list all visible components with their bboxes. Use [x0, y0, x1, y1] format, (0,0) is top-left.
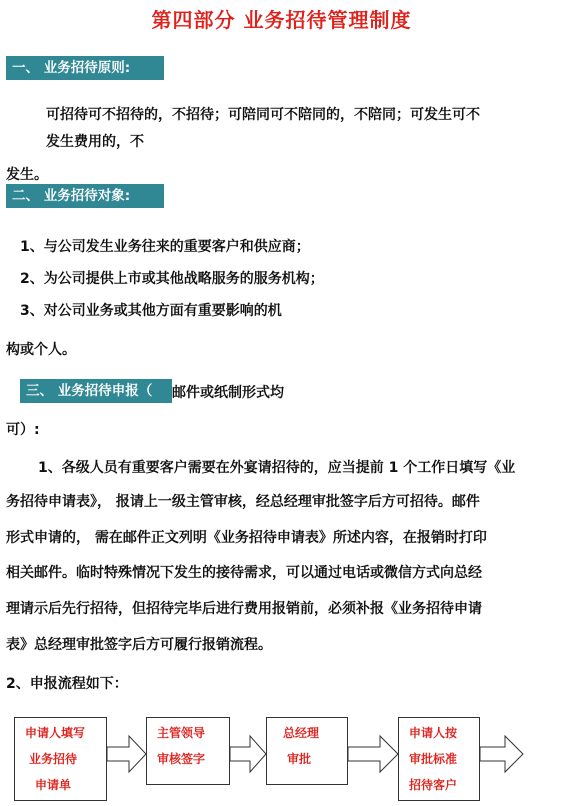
- principles-line-1: 可招待可不招待的，不招待；可陪同可不陪同的，不陪同；可发生可不: [46, 107, 480, 123]
- flow-intro: 2、申报流程如下：: [6, 676, 128, 692]
- application-header-tail-2: 可）:: [6, 422, 40, 438]
- application-paragraph-line: 表》总经理审批签字后方可履行报销流程。: [6, 637, 272, 653]
- flow-step-1-line: 申请单: [35, 778, 72, 792]
- target-item-3-cont: 构或个人。: [6, 342, 76, 358]
- flow-step-4-line: 招待客户: [409, 778, 458, 792]
- application-paragraph-line: 形式申请的， 需在邮件正文列明《业务招待申请表》所述内容，在报销时打印: [6, 530, 487, 546]
- target-item-2: 2、为公司提供上市或其他战略服务的服务机构；: [20, 271, 324, 287]
- flow-step-2: [146, 717, 230, 785]
- flow-step-1-line: 业务招待: [29, 752, 78, 766]
- flow-step-3-line: 审批: [287, 752, 312, 766]
- application-paragraph-line: 务招待申请表》， 报请上一级主管审核，经总经理审批签字后方可招待。邮件: [6, 494, 480, 510]
- target-item-1: 1、与公司发生业务往来的重要客户和供应商；: [20, 239, 310, 255]
- principles-line-3: 发生。: [6, 167, 48, 183]
- flow-step-3-line: 总经理: [283, 726, 320, 740]
- application-paragraph-line: 1、各级人员有重要客户需要在外宴请招待的，应当提前 1 个工作日填写《业: [38, 460, 516, 476]
- flow-step-4-line: 申请人按: [409, 726, 458, 740]
- target-item-3: 3、对公司业务或其他方面有重要影响的机: [20, 303, 282, 319]
- application-paragraph-line: 相关邮件。临时特殊情况下发生的接待需求，可以通过电话或微信方式向总经: [6, 565, 482, 581]
- flow-arrow-1: [107, 734, 147, 774]
- flow-arrow-2: [230, 734, 267, 774]
- flow-step-4: [398, 717, 480, 801]
- flow-step-2-line: 审核签字: [157, 752, 206, 766]
- page-title: 第四部分 业务招待管理制度: [151, 8, 412, 32]
- section-header-principles: 一、 业务招待原则:: [6, 56, 164, 80]
- flow-arrow-4: [480, 734, 524, 774]
- flow-step-2-line: 主管领导: [157, 726, 206, 740]
- section-header-targets: 二、 业务招待对象:: [6, 184, 164, 208]
- flow-step-3: [266, 717, 348, 785]
- flow-step-4-line: 审批标准: [409, 752, 458, 766]
- flow-step-1: [14, 717, 107, 801]
- flow-arrow-3: [348, 734, 399, 774]
- application-header-tail: 邮件或纸制形式均: [172, 385, 284, 401]
- flow-step-1-line: 申请人填写: [25, 726, 86, 740]
- section-header-application: 三、 业务招待申报（: [20, 379, 172, 403]
- application-paragraph-line: 理请示后先行招待，但招待完毕后进行费用报销前，必须补报《业务招待申请: [6, 601, 482, 617]
- principles-line-2: 发生费用的，不: [46, 134, 144, 150]
